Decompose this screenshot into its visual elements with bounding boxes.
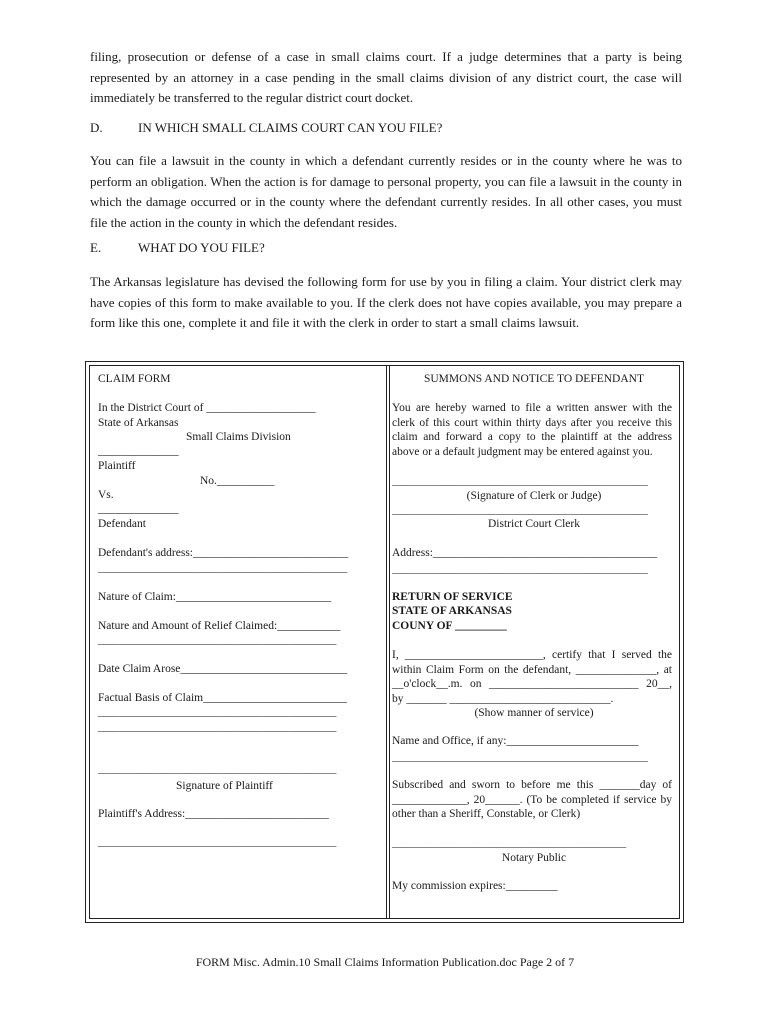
section-e-title: WHAT DO YOU FILE? — [138, 240, 265, 255]
clerk-signature-field[interactable]: _______________________________________________ — [392, 475, 648, 487]
plaintiff-address-cont[interactable]: _____________________________________________ — [98, 837, 337, 848]
section-d-letter: D. — [90, 120, 103, 135]
plaintiff-signature-field[interactable]: _____________________________________________ — [98, 764, 337, 775]
factual-basis-cont-1[interactable]: _____________________________________________ — [98, 707, 337, 718]
county-of-field[interactable]: COUNY OF _________ — [392, 620, 507, 632]
summons-address-cont[interactable]: _______________________________________________ — [392, 563, 648, 575]
state-label: State of Arkansas — [98, 417, 179, 429]
state-of-arkansas-heading: STATE OF ARKANSAS — [392, 605, 512, 617]
summons-notice: You are hereby warned to file a written answer with the clerk of this court within thirty days after you receive this claim and forward a copy to the plaintiff at the address above or a default judgment may be entered against you. — [392, 402, 672, 458]
plaintiff-name-field[interactable]: ______________ — [98, 445, 179, 457]
plaintiff-label: Plaintiff — [98, 460, 136, 472]
section-e-letter: E. — [90, 240, 102, 255]
section-e-heading — [90, 240, 265, 256]
nature-amount-relief-field[interactable]: Nature and Amount of Relief Claimed:___________ — [98, 620, 341, 632]
defendant-name-field[interactable]: ______________ — [98, 503, 179, 515]
claim-form-box — [85, 361, 684, 923]
district-clerk-field[interactable]: _______________________________________________ — [392, 504, 648, 516]
section-d-heading — [90, 120, 442, 136]
factual-basis-field[interactable]: Factual Basis of Claim_________________________ — [98, 692, 347, 704]
defendant-label: Defendant — [98, 518, 146, 530]
nature-of-claim-field[interactable]: Nature of Claim:___________________________ — [98, 591, 332, 603]
district-clerk-label: District Court Clerk — [488, 518, 580, 530]
date-claim-arose-field[interactable]: Date Claim Arose_____________________________ — [98, 663, 348, 675]
claim-form-title: CLAIM FORM — [98, 373, 171, 385]
signature-of-plaintiff-label: Signature of Plaintiff — [176, 780, 273, 792]
clerk-signature-label: (Signature of Clerk or Judge) — [466, 490, 602, 502]
notary-public-label: Notary Public — [501, 852, 567, 864]
vs-label: Vs. — [98, 489, 114, 501]
intro-paragraph: filing, prosecution or defense of a case in small claims court. If a judge determines that a party is being represented by an attorney in a case pending in the small claims division of any district court, the case will immediately be transferred to the regular district court docket. — [90, 49, 682, 105]
name-office-field[interactable]: Name and Office, if any:_______________________ — [392, 735, 639, 747]
notary-signature-field[interactable]: ___________________________________________ — [392, 837, 627, 849]
summons-title: SUMMONS AND NOTICE TO DEFENDANT — [423, 373, 644, 385]
section-e-body: The Arkansas legislature has devised the following form for use by you in filing a claim. Your district clerk may have copies of this form to make available to you. If the clerk does not have copies available, you may prepare a form like this one, complete it and file it with the clerk in order to start a small claims lawsuit. — [90, 274, 682, 330]
factual-basis-cont-2[interactable]: _____________________________________________ — [98, 722, 337, 733]
return-of-service-heading: RETURN OF SERVICE — [392, 591, 513, 603]
defendant-address-field[interactable]: Defendant's address:___________________________ — [98, 547, 349, 559]
section-d-title: IN WHICH SMALL CLAIMS COURT CAN YOU FILE? — [138, 120, 443, 135]
show-manner-label: (Show manner of service) — [474, 707, 594, 719]
certify-service-text[interactable]: I, ________________________, certify that I served the within Claim Form on the defendant, ______________, at __o'clock__.m. on __________________________ 20__, by _______ ____________________________. — [392, 649, 672, 705]
case-number-field[interactable]: No.__________ — [200, 475, 275, 487]
nature-amount-relief-cont[interactable]: _____________________________________________ — [98, 635, 337, 646]
district-court-field[interactable]: In the District Court of ___________________ — [98, 402, 316, 414]
plaintiff-address-field[interactable]: Plaintiff's Address:_________________________ — [98, 808, 329, 820]
name-office-cont[interactable]: _______________________________________________ — [392, 751, 648, 763]
column-divider — [386, 366, 390, 918]
summons-address-field[interactable]: Address:_______________________________________ — [392, 547, 658, 559]
commission-expires-field[interactable]: My commission expires:_________ — [392, 880, 558, 892]
claim-form-inner — [89, 365, 680, 919]
section-d-body: You can file a lawsuit in the county in which a defendant currently resides or in the county where he was to perform an obligation. When the action is for damage to personal property, you can file a lawsuit in the county in which the damage occurred or in the county where the defendant currently resides. In all other cases, you must file the action in the county in which the defendant resides. — [90, 153, 682, 230]
subscribed-sworn-text[interactable]: Subscribed and sworn to before me this _______day of _____________, 20______. (To be completed if service by other than a Sheriff, Constable, or Clerk) — [392, 779, 672, 820]
defendant-address-cont[interactable]: ________________________________________________ — [98, 563, 348, 574]
page-footer: FORM Misc. Admin.10 Small Claims Information Publication.doc Page 2 of 7 — [195, 955, 575, 969]
division-label: Small Claims Division — [186, 431, 291, 443]
